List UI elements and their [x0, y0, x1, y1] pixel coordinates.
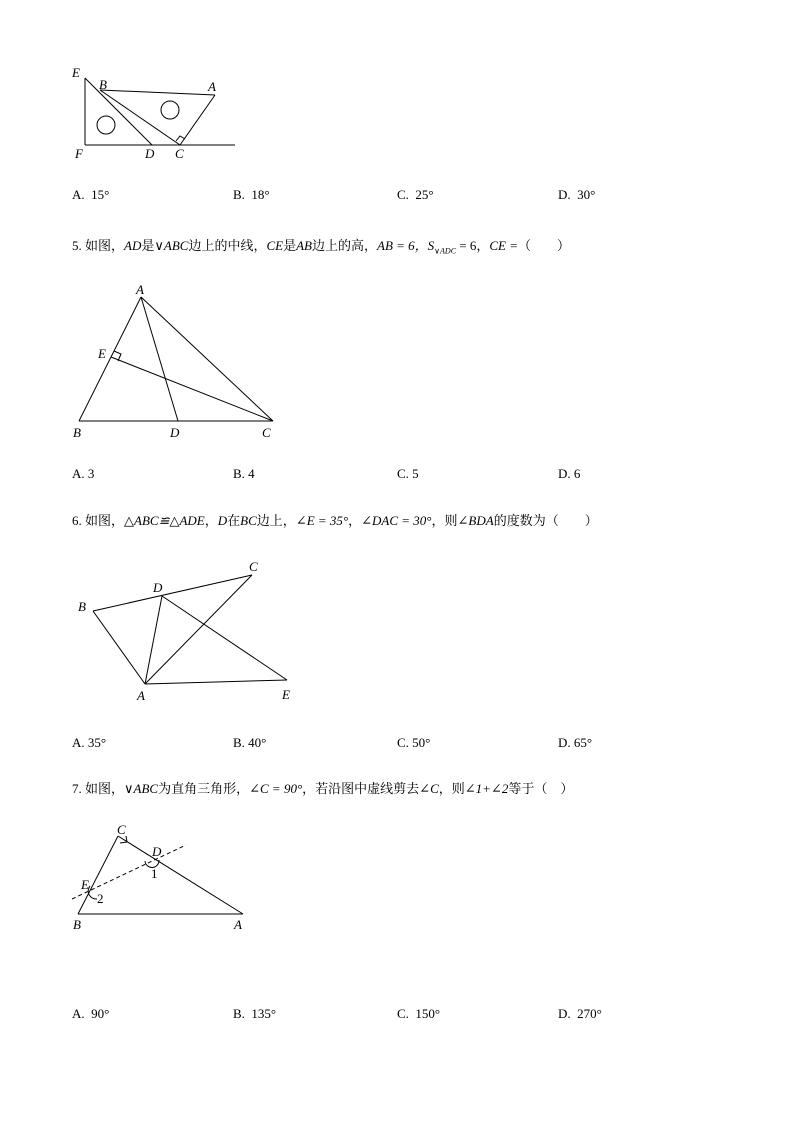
q4-label-d: D	[145, 146, 155, 161]
q5-option-b[interactable]: B. 4	[233, 466, 255, 481]
q7-label-1: 1	[151, 866, 158, 881]
q7-option-c[interactable]: C. 150°	[397, 1006, 441, 1021]
q7-label-b: B	[73, 917, 81, 932]
q6-option-b[interactable]: B. 40°	[233, 735, 267, 750]
q5-label-c: C	[262, 425, 271, 440]
q7-label-c: C	[117, 822, 126, 837]
q6-label-d: D	[153, 580, 163, 595]
q6-option-c[interactable]: C. 50°	[397, 735, 431, 750]
q5-stem: 5. 如图，AD是∨ABC边上的中线，CE是AB边上的高，AB = 6，$S_{\vee ADC} = 6$，CE =（ ）	[72, 238, 571, 256]
q4-option-d[interactable]: D. 30°	[558, 187, 596, 202]
q6-label-c: C	[249, 559, 258, 574]
q7-option-a[interactable]: A. 90°	[72, 1006, 110, 1021]
q4-label-f: F	[75, 146, 83, 161]
q5-option-d[interactable]: D. 6	[558, 466, 581, 481]
q7-label-2: 2	[97, 891, 104, 906]
q7-label-e: E	[81, 877, 89, 892]
q4-option-c[interactable]: C. 25°	[397, 187, 434, 202]
q4-label-c: C	[175, 146, 184, 161]
q7-option-b[interactable]: B. 135°	[233, 1006, 277, 1021]
q5-option-c[interactable]: C. 5	[397, 466, 419, 481]
q6-label-b: B	[78, 599, 86, 614]
q6-option-a[interactable]: A. 35°	[72, 735, 107, 750]
q7-label-d: D	[152, 844, 162, 859]
q7-stem: 7. 如图，∨ABC为直角三角形，∠C = 90°，若沿图中虚线剪去∠C，则∠1+∠2等于（ ）	[72, 781, 574, 796]
q6-label-e: E	[282, 687, 290, 702]
q7-option-d[interactable]: D. 270°	[558, 1006, 602, 1021]
q5-option-a[interactable]: A. 3	[72, 466, 95, 481]
q4-option-b[interactable]: B. 18°	[233, 187, 270, 202]
q6-stem: 6. 如图，△ABC≌△ADE，D在BC边上，∠E = 35°，∠DAC = 30°，则∠BDA的度数为（ ）	[72, 513, 598, 528]
q5-label-b: B	[73, 425, 81, 440]
q4-label-b: B	[99, 77, 107, 92]
q5-label-a: A	[136, 282, 144, 297]
q4-label-a: A	[208, 79, 216, 94]
q5-label-e: E	[98, 346, 106, 361]
q4-option-a[interactable]: A. 15°	[72, 187, 110, 202]
q4-label-e: E	[72, 65, 80, 80]
q5-label-d: D	[170, 425, 180, 440]
q7-label-a: A	[234, 917, 242, 932]
q6-label-a: A	[137, 688, 145, 703]
q6-option-d[interactable]: D. 65°	[558, 735, 593, 750]
